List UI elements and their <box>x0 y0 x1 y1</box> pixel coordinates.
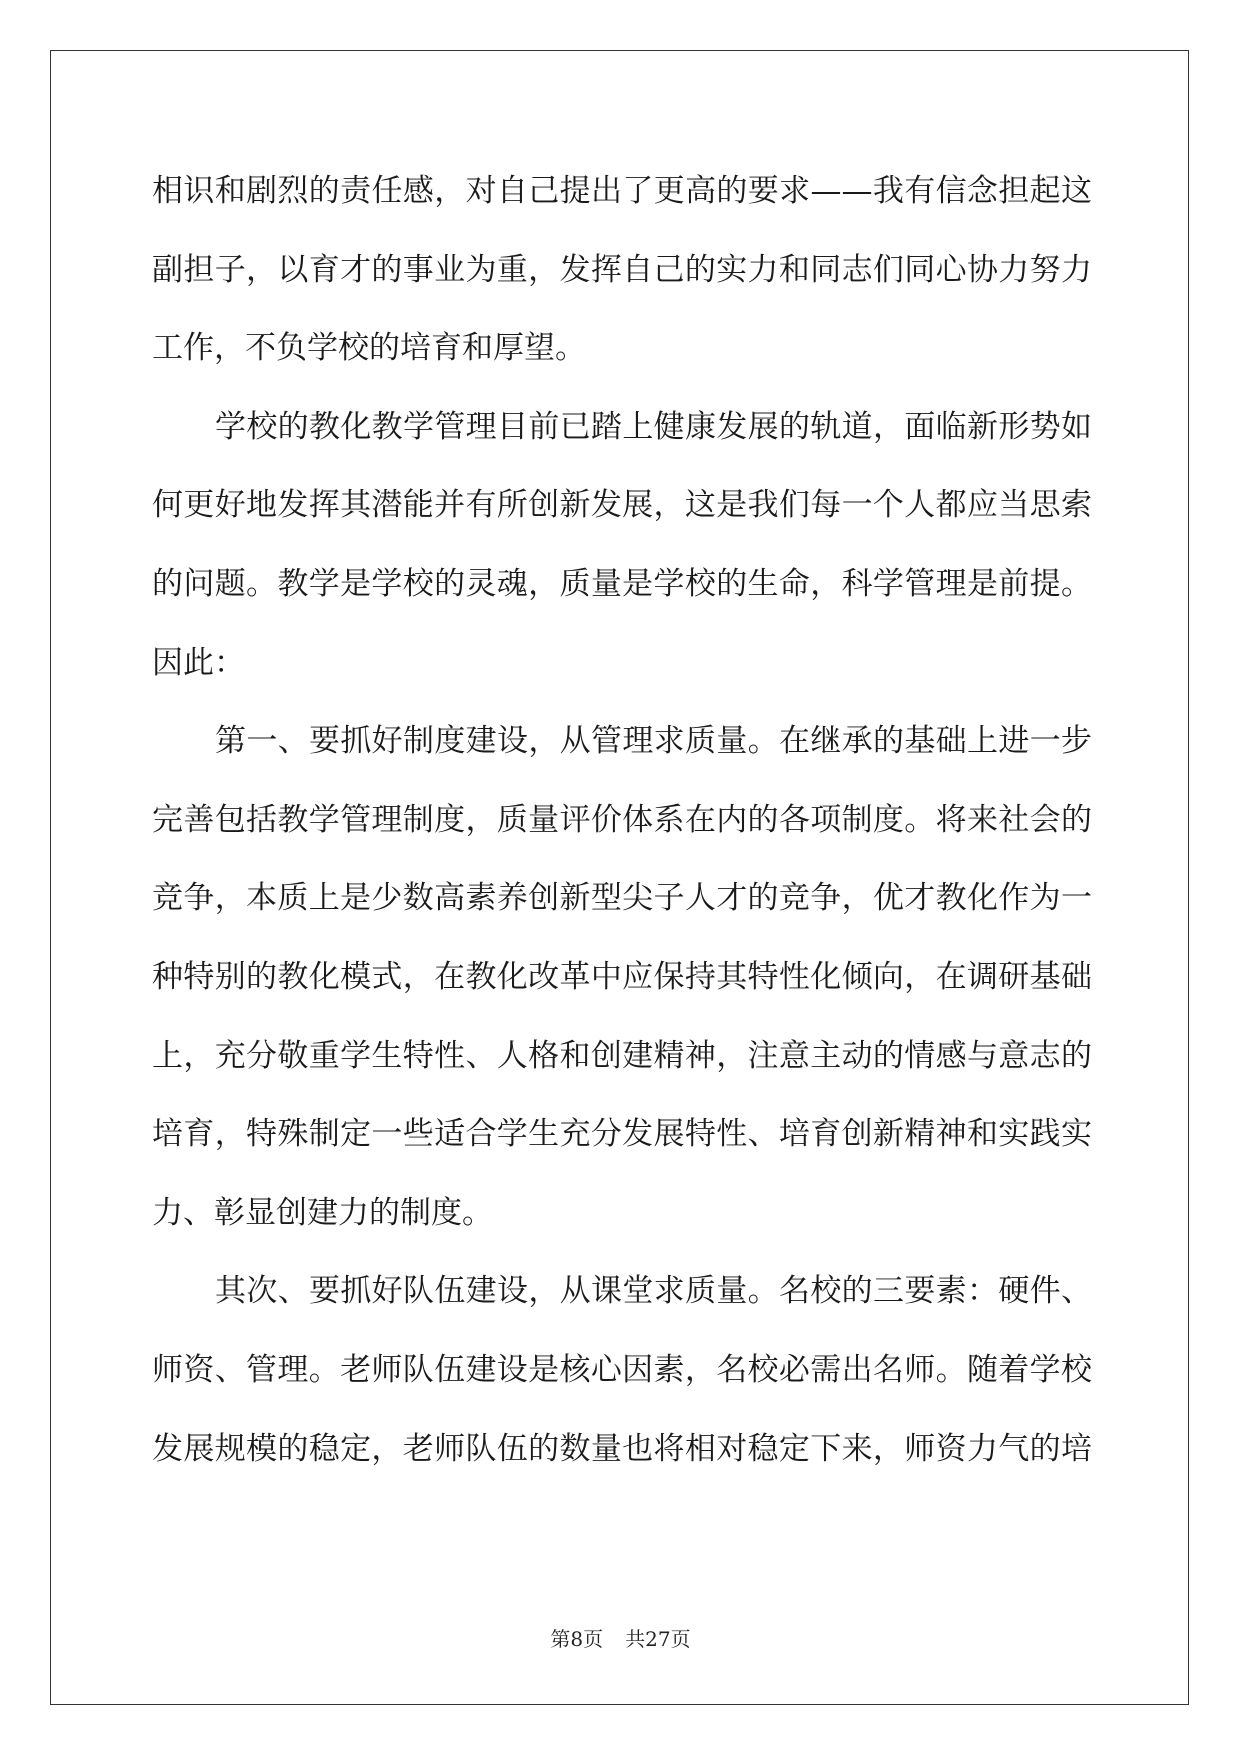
page-footer <box>0 1623 1241 1652</box>
page-number: 第8页 <box>550 1627 604 1651</box>
page-total: 共27页 <box>625 1627 691 1651</box>
text-line: 力、彰显创建力的制度。 <box>152 1194 493 1231</box>
text-line: 竞争，本质上是少数高素养创新型尖子人才的竞争，优才教化作为一 <box>152 880 1092 917</box>
text-line: 相识和剧烈的责任感，对自己提出了更高的要求——我有信念担起这 <box>152 173 1092 209</box>
text-line: 其次、要抓好队伍建设，从课堂求质量。名校的三要素：硬件、 <box>215 1273 1092 1310</box>
text-line: 副担子，以育才的事业为重，发挥自己的实力和同志们同心协力努力 <box>152 251 1092 288</box>
text-line: 工作，不负学校的培育和厚望。 <box>152 330 586 367</box>
text-line: 师资、管理。老师队伍建设是核心因素，名校必需出名师。随着学校 <box>152 1351 1092 1388</box>
text-line: 第一、要抓好制度建设，从管理求质量。在继承的基础上进一步 <box>215 723 1092 760</box>
text-line: 上，充分敬重学生特性、人格和创建精神，注意主动的情感与意志的 <box>152 1037 1092 1074</box>
text-line: 的问题。教学是学校的灵魂，质量是学校的生命，科学管理是前提。 <box>152 565 1092 602</box>
text-line: 种特别的教化模式，在教化改革中应保持其特性化倾向，在调研基础 <box>152 958 1092 995</box>
text-line: 完善包括教学管理制度，质量评价体系在内的各项制度。将来社会的 <box>152 801 1092 838</box>
text-line: 因此： <box>152 644 245 681</box>
text-line: 培育，特殊制定一些适合学生充分发展特性、培育创新精神和实践实 <box>152 1116 1092 1153</box>
text-line: 学校的教化教学管理目前已踏上健康发展的轨道，面临新形势如 <box>215 408 1092 445</box>
document-body <box>152 152 1092 1488</box>
text-line: 何更好地发挥其潜能并有所创新发展，这是我们每一个人都应当思索 <box>152 487 1092 524</box>
text-line: 发展规模的稳定，老师队伍的数量也将相对稳定下来，师资力气的培 <box>152 1430 1092 1467</box>
